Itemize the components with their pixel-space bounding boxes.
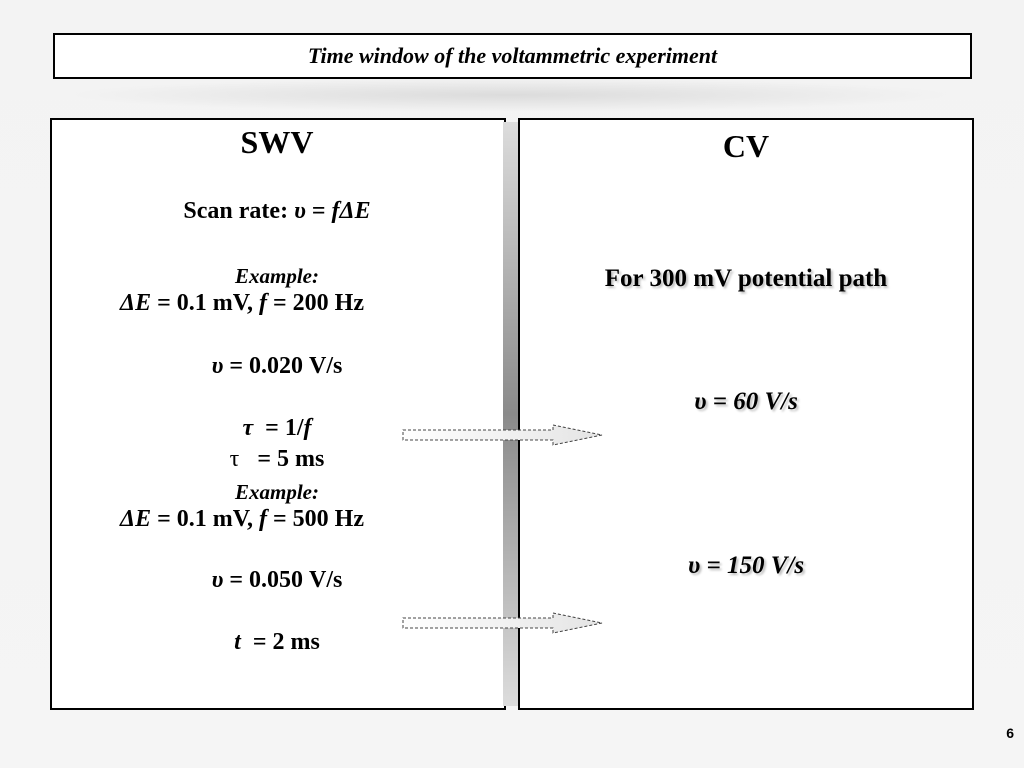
example1-label: Example: (235, 264, 319, 288)
example2-dE: ΔE (120, 506, 152, 532)
swv-tau-value (230, 446, 325, 473)
swv-heading: SWV (240, 124, 314, 160)
swv-t (234, 629, 320, 656)
v1-symbol: υ (211, 353, 224, 379)
cv-potential-path: For 300 mV potential path (604, 265, 888, 292)
title-glow (60, 78, 960, 112)
swv-v2 (212, 567, 343, 594)
tau-f: f (303, 415, 312, 441)
swv-v1 (212, 353, 343, 380)
example1-values (120, 290, 364, 317)
swv-scan-rate (183, 198, 370, 225)
v2-value: = 0.050 V/s (223, 567, 343, 593)
scan-rate-dE: ΔE (339, 198, 371, 224)
example1-dE: ΔE (120, 290, 152, 316)
scan-rate-eq: = (305, 198, 332, 224)
example2-f: f (258, 506, 267, 532)
scan-rate-label: Scan rate: (183, 198, 295, 224)
scan-rate-v: υ (294, 198, 306, 224)
example2-values (120, 506, 364, 533)
example2-label: Example: (235, 480, 319, 504)
cv-v1: υ = 60 V/s (694, 388, 798, 415)
right-arrow-icon (400, 423, 606, 447)
example2-rest-b: = 500 Hz (266, 506, 364, 532)
t-value: = 2 ms (240, 629, 320, 655)
tau-eq: = 1/ (253, 415, 304, 441)
example1-f: f (258, 290, 267, 316)
right-arrow-icon (400, 611, 606, 635)
cv-heading: CV (722, 128, 770, 164)
swv-tau-def (243, 415, 312, 442)
tau-symbol: τ (242, 415, 254, 441)
slide-title: Time window of the voltammetric experiment (53, 33, 972, 79)
cv-v2: υ = 150 V/s (687, 552, 805, 579)
page-number: 6 (1006, 725, 1014, 741)
t-symbol: t (234, 629, 241, 655)
tau2-symbol: τ (229, 446, 240, 472)
example1-rest-a: = 0.1 mV, (151, 290, 259, 316)
example2-rest-a: = 0.1 mV, (151, 506, 259, 532)
tau2-value: = 5 ms (239, 446, 325, 472)
v2-symbol: υ (211, 567, 224, 593)
v1-value: = 0.020 V/s (223, 353, 343, 379)
scan-rate-f: f (331, 198, 340, 224)
example1-rest-b: = 200 Hz (266, 290, 364, 316)
